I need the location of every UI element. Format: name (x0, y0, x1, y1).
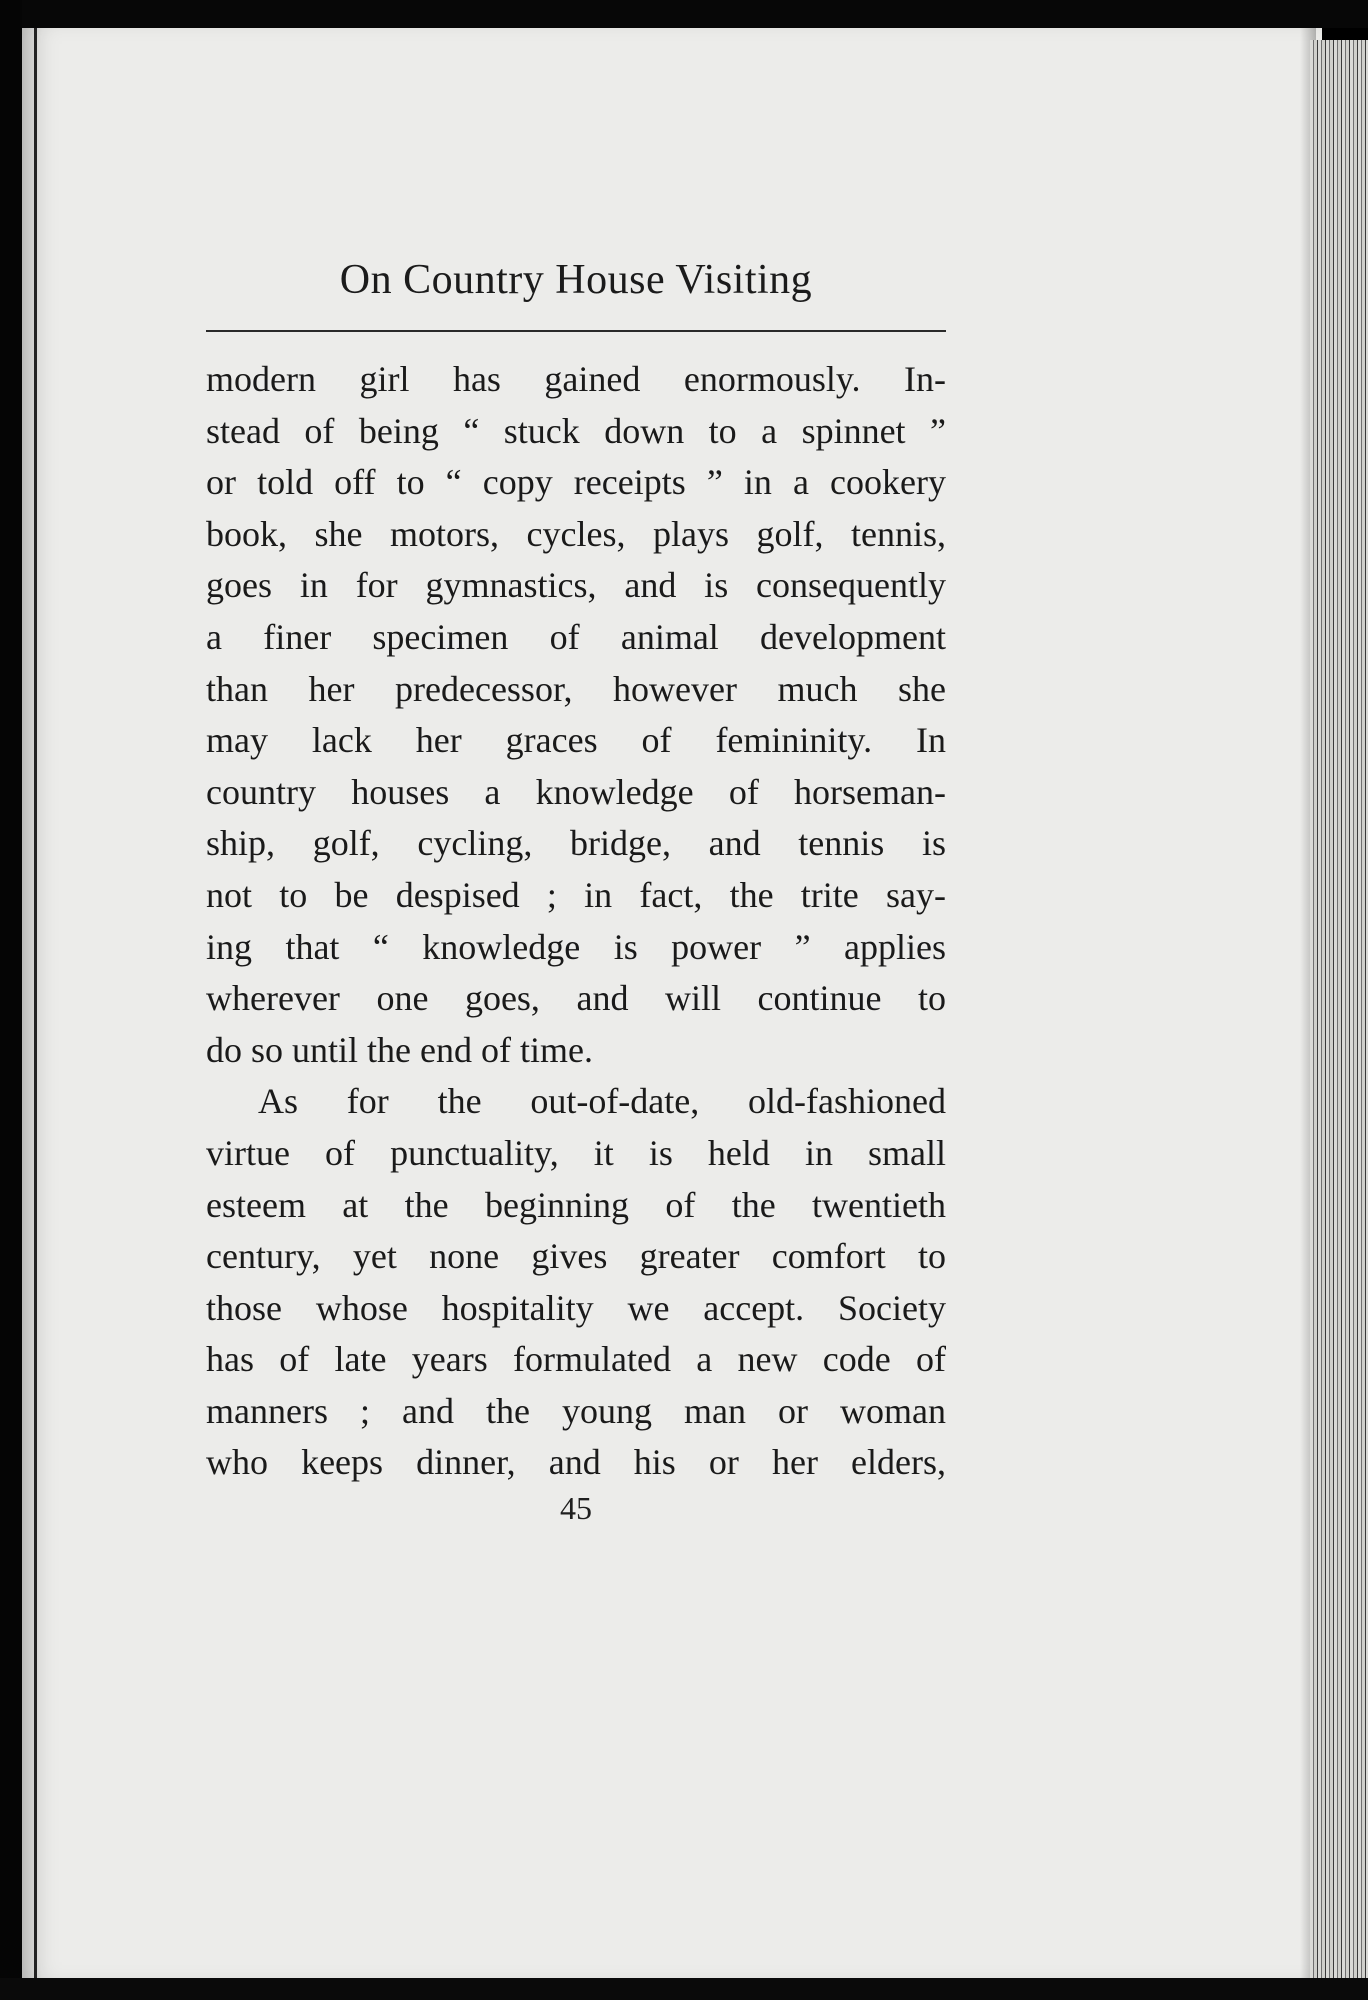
text-line: modern girl has gained enormously. In- (206, 359, 946, 399)
text-line: who keeps dinner, and his or her elders, (206, 1442, 946, 1483)
page-number: 45 (560, 1490, 592, 1526)
text-line: has of late years formulated a new code of (206, 1339, 946, 1380)
body-text (206, 354, 946, 1489)
paragraph (206, 354, 946, 1076)
scan-left-border (0, 0, 22, 2000)
text-line: do so until the end of time. (206, 1029, 593, 1070)
text-line: ing that “ knowledge is power ” applies (206, 926, 946, 967)
stacked-page-edges (1310, 40, 1368, 1980)
text-line: may lack her graces of femininity. In (206, 720, 946, 761)
text-line: stead of being “ stuck down to a spinnet ” (206, 410, 946, 451)
text-line: country houses a knowledge of horseman- (206, 771, 946, 812)
text-line: wherever one goes, and will continue to (206, 978, 946, 1019)
scan-top-border (0, 0, 1368, 28)
text-line: goes in for gymnastics, and is consequently (206, 565, 946, 606)
text-line: century, yet none gives greater comfort to (206, 1236, 946, 1277)
text-line: esteem at the beginning of the twentieth (206, 1184, 946, 1225)
text-line: or told off to “ copy receipts ” in a cookery (206, 462, 946, 503)
text-line: than her predecessor, however much she (206, 668, 946, 709)
page-gutter-line (34, 28, 37, 1978)
text-line: ship, golf, cycling, bridge, and tennis is (206, 823, 946, 864)
text-line: a finer specimen of animal development (206, 616, 946, 657)
text-line: book, she motors, cycles, plays golf, tennis, (206, 513, 946, 554)
scan-bottom-border (0, 1978, 1368, 2000)
text-line: As for the out-of-date, old-fashioned (258, 1081, 946, 1122)
text-line: virtue of punctuality, it is held in small (206, 1132, 946, 1173)
text-line: not to be despised ; in fact, the trite say- (206, 874, 946, 915)
running-head-rule (206, 330, 946, 332)
text-line: manners ; and the young man or woman (206, 1390, 946, 1431)
paragraph (206, 1076, 946, 1489)
running-head: On Country House Visiting (339, 257, 813, 303)
text-line: those whose hospitality we accept. Society (206, 1287, 946, 1328)
